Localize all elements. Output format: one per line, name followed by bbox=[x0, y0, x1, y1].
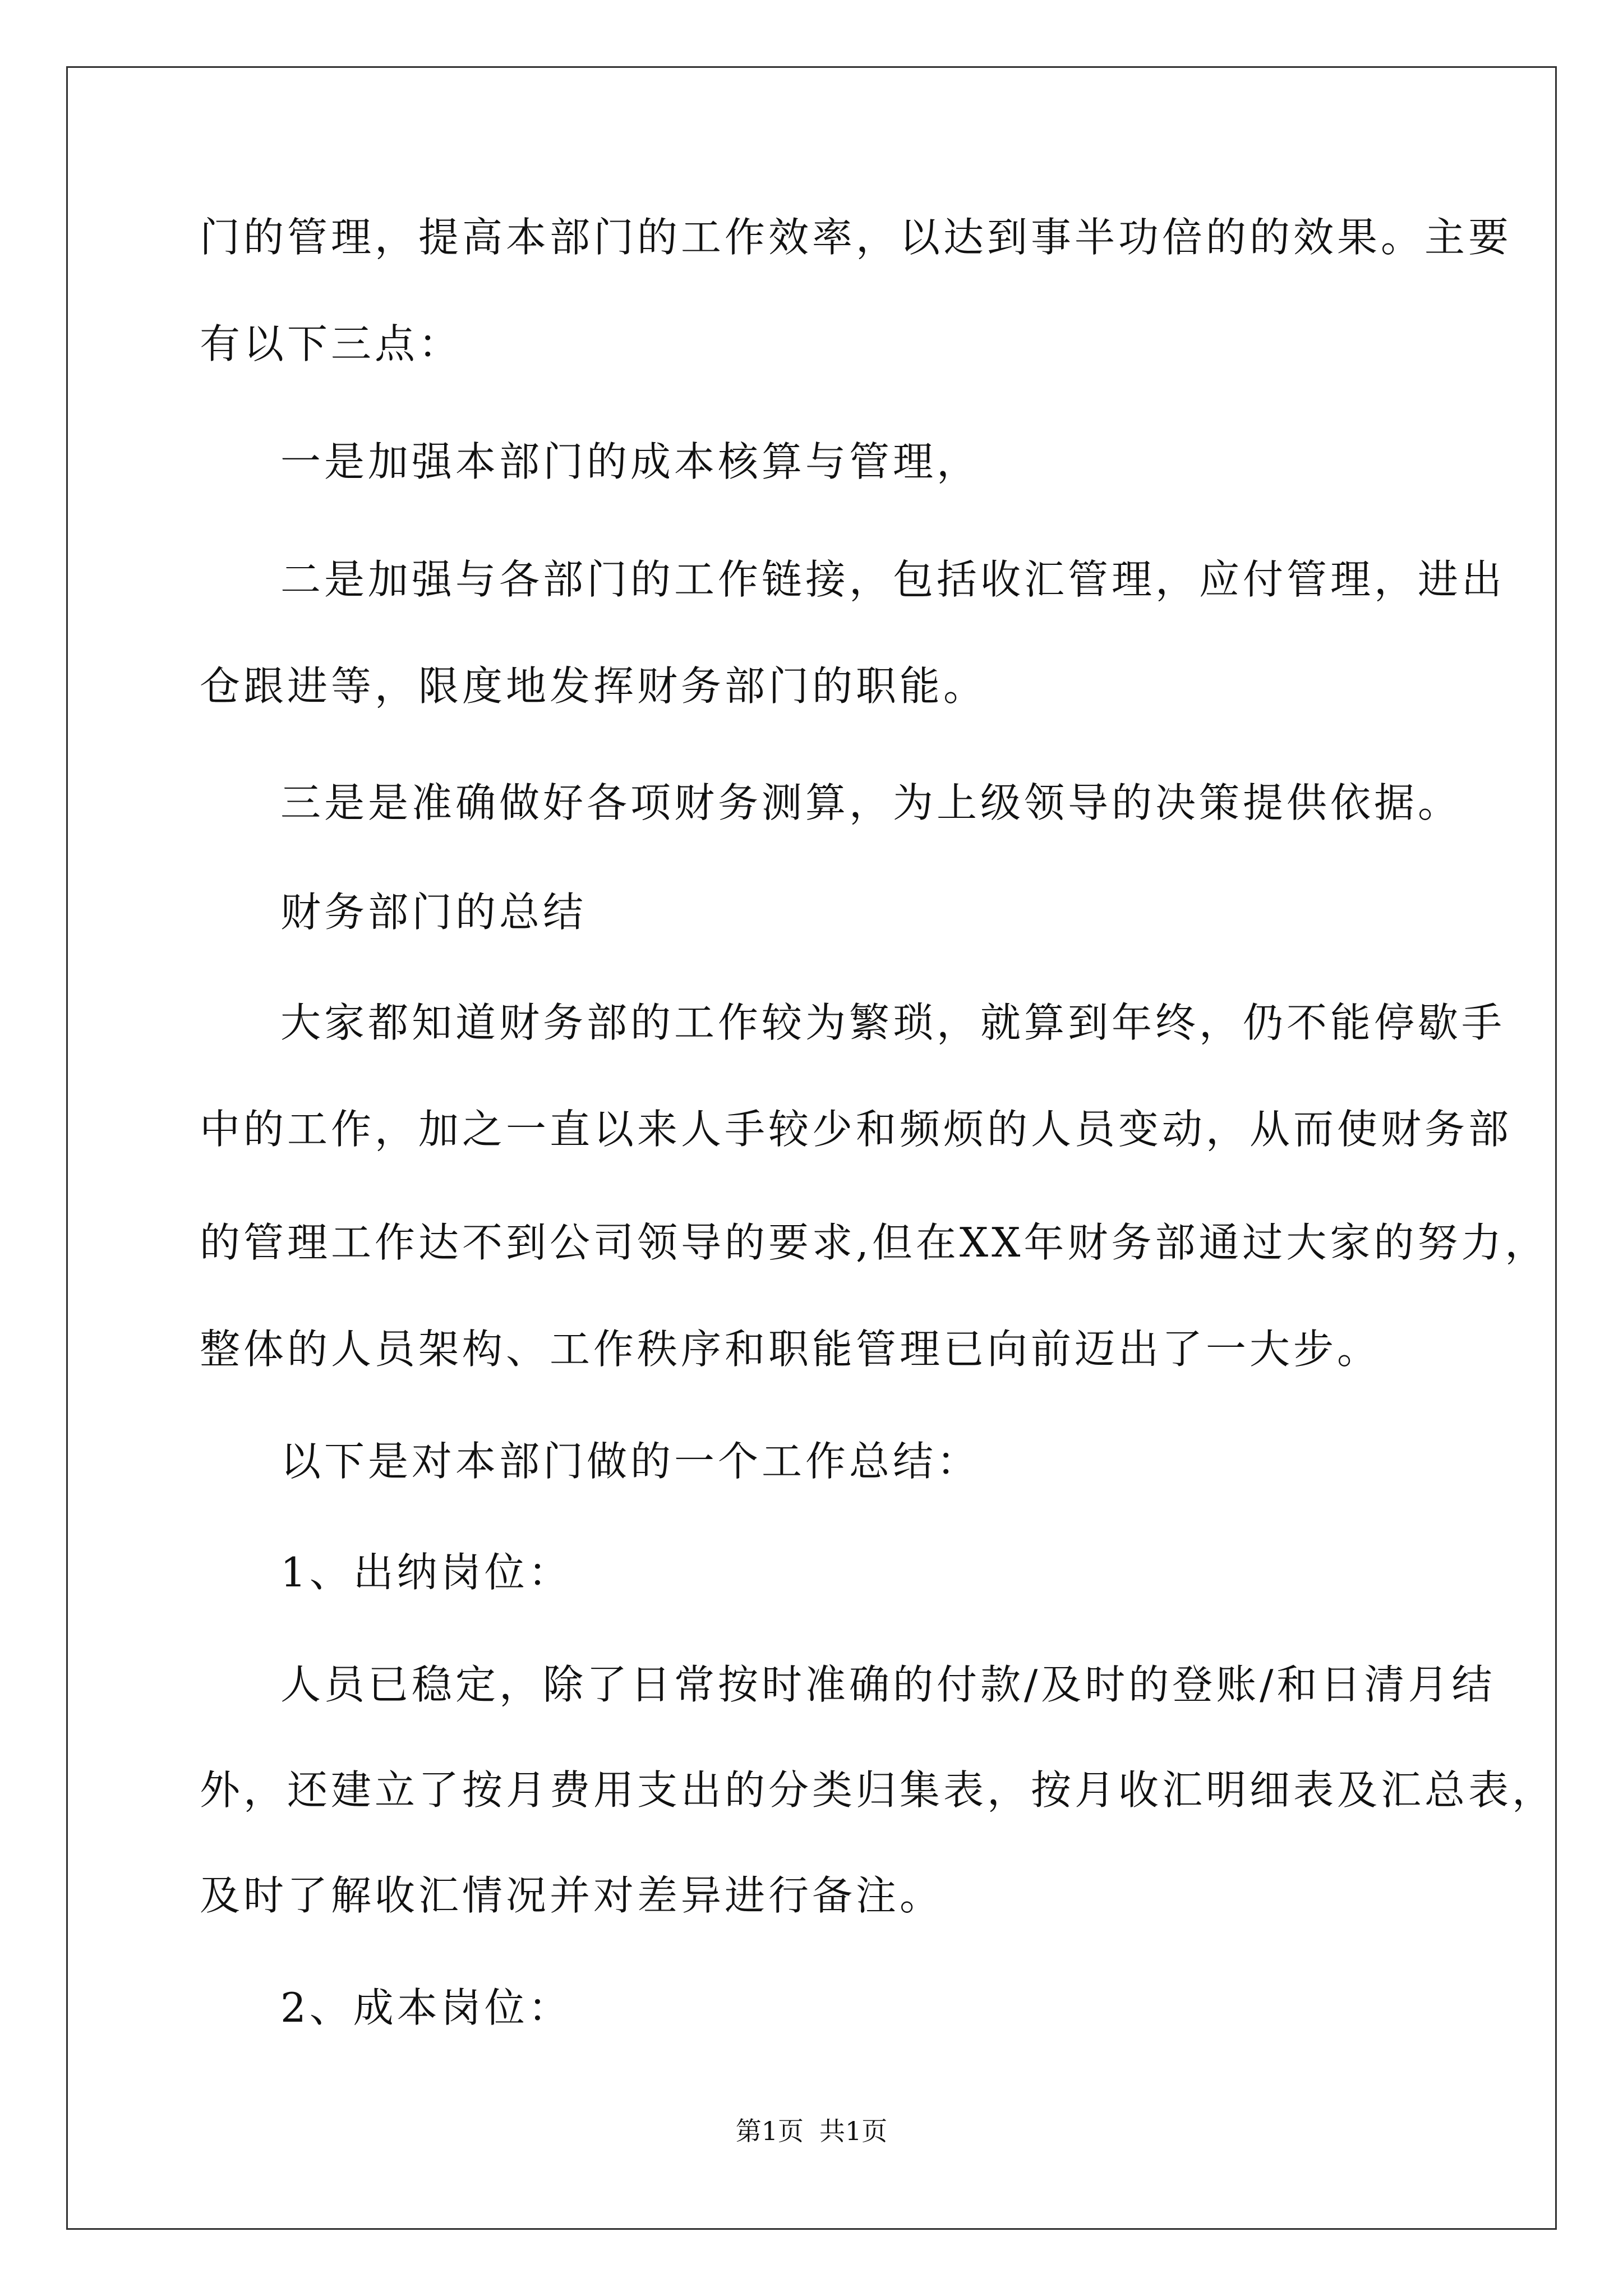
list-heading: 2、成本岗位： bbox=[280, 1984, 572, 2031]
text-line: 有以下三点： bbox=[200, 320, 463, 367]
text-line: 及时了解收汇情况并对差异进行备注。 bbox=[200, 1872, 944, 1919]
list-heading: 1、出纳岗位： bbox=[280, 1549, 572, 1596]
text-line: 二是加强与各部门的工作链接，包括收汇管理，应付管理，进出 bbox=[280, 556, 1506, 603]
text-line: 大家都知道财务部的工作较为繁琐，就算到年终，仍不能停歇手 bbox=[280, 999, 1506, 1046]
text-line: 仓跟进等，限度地发挥财务部门的职能。 bbox=[200, 662, 988, 710]
page-number: 第1页 bbox=[735, 2116, 804, 2146]
text-line: 中的工作，加之一直以来人手较少和频烦的人员变动，从而使财务部 bbox=[200, 1106, 1513, 1153]
text-line: 一是加强本部门的成本核算与管理， bbox=[280, 438, 981, 485]
text-line: 人员已稳定，除了日常按时准确的付款/及时的登账/和日清月结 bbox=[280, 1661, 1496, 1708]
page-footer bbox=[0, 2114, 1623, 2148]
page-total: 共1页 bbox=[819, 2116, 888, 2146]
text-line: 整体的人员架构、工作秩序和职能管理已向前迈出了一大步。 bbox=[200, 1326, 1381, 1373]
text-line: 的管理工作达不到公司领导的要求,但在XX年财务部通过大家的努力， bbox=[200, 1219, 1549, 1266]
text-line: 外，还建立了按月费用支出的分类归集表，按月收汇明细表及汇总表， bbox=[200, 1766, 1556, 1814]
text-line: 以下是对本部门做的一个工作总结： bbox=[280, 1438, 981, 1485]
text-line: 门的管理，提高本部门的工作效率，以达到事半功倍的的效果。主要 bbox=[200, 214, 1513, 261]
text-line: 三是是准确做好各项财务测算，为上级领导的决策提供依据。 bbox=[280, 779, 1462, 826]
section-heading: 财务部门的总结 bbox=[280, 889, 587, 936]
